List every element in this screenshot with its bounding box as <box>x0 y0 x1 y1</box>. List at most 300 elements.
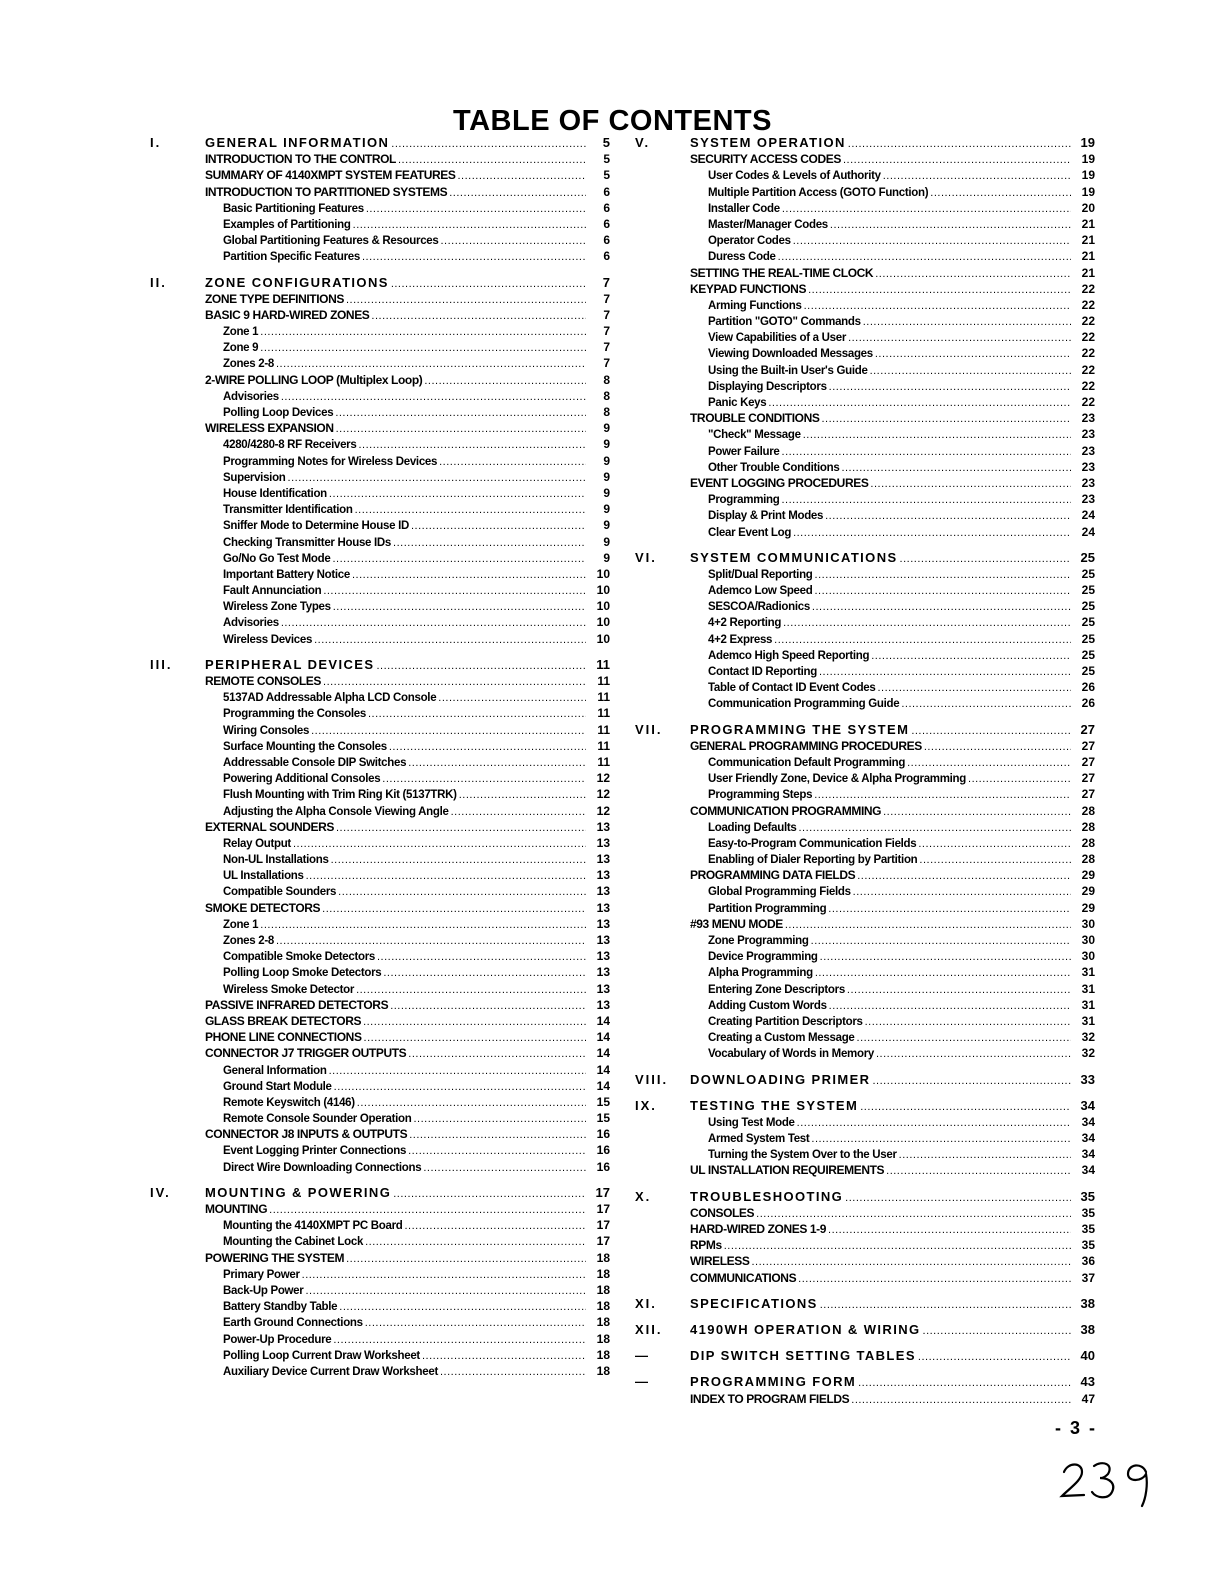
dot-leader <box>260 324 586 340</box>
entry-page-number: 14 <box>596 1030 610 1045</box>
toc-subentry <box>635 1045 1095 1061</box>
entry-title: COMMUNICATION PROGRAMMING <box>690 803 882 818</box>
entry-title: Remote Console Sounder Operation <box>223 1113 412 1126</box>
entry-title: SESCOA/Radionics <box>708 601 810 614</box>
dot-leader <box>269 1202 586 1218</box>
entry-title: Polling Loop Devices <box>223 407 334 419</box>
dot-leader <box>335 405 586 421</box>
dot-leader <box>405 1218 587 1234</box>
entry-title: Primary Power <box>223 1268 300 1281</box>
entry-page-number: 25 <box>1081 615 1095 630</box>
entry-page-number: 28 <box>1081 835 1095 850</box>
dot-leader <box>804 298 1071 314</box>
entry-title: Examples of Partitioning <box>223 218 351 231</box>
section-numeral: VII. <box>635 721 663 737</box>
toc-entry <box>635 1253 1095 1269</box>
toc-section <box>150 135 610 265</box>
entry-page-number: 29 <box>1081 900 1095 915</box>
toc-entry <box>635 1205 1095 1221</box>
dot-leader <box>724 1238 1071 1254</box>
entry-title: Multiple Partition Access (GOTO Function) <box>708 186 929 199</box>
toc-subentry <box>150 598 610 614</box>
entry-title: WIRELESS <box>690 1254 750 1269</box>
entry-page-number: 40 <box>1080 1348 1095 1364</box>
entry-title: Communication Programming Guide <box>708 698 900 711</box>
dot-leader <box>331 852 586 868</box>
toc-section-heading <box>635 1296 1095 1312</box>
dot-leader <box>311 723 586 739</box>
entry-title: Wireless Zone Types <box>223 601 331 614</box>
toc-subentry <box>150 1078 610 1094</box>
entry-page-number: 13 <box>596 981 610 996</box>
entry-page-number: 17 <box>596 1234 610 1249</box>
toc-entry <box>635 1221 1095 1237</box>
dot-leader <box>293 836 586 852</box>
dot-leader <box>368 706 586 722</box>
entry-title: Zones 2-8 <box>223 935 274 947</box>
entry-title: Battery Standby Table <box>223 1301 338 1314</box>
toc-subentry <box>635 1013 1095 1029</box>
entry-title: Loading Defaults <box>708 821 797 834</box>
toc-subentry <box>150 200 610 216</box>
entry-title: WIRELESS EXPANSION <box>205 421 334 436</box>
entry-page-number: 11 <box>597 738 610 753</box>
entry-page-number: 25 <box>1081 566 1095 581</box>
section-numeral: — <box>635 1374 650 1390</box>
dot-leader <box>365 1234 586 1250</box>
entry-page-number: 27 <box>1081 754 1095 769</box>
toc-subentry <box>635 964 1095 980</box>
dot-leader <box>276 933 586 949</box>
toc-subentry <box>635 362 1095 378</box>
entry-title: Clear Event Log <box>708 526 792 539</box>
toc-subentry <box>635 786 1095 802</box>
toc-subentry <box>150 948 610 964</box>
entry-page-number: 9 <box>603 421 610 436</box>
toc-entry <box>150 151 610 167</box>
entry-title: MOUNTING & POWERING <box>205 1184 392 1200</box>
dot-leader <box>793 233 1071 249</box>
entry-page-number: 22 <box>1081 314 1095 329</box>
entry-page-number: 25 <box>1081 664 1095 678</box>
entry-title: Advisories <box>223 617 279 630</box>
entry-title: CONSOLES <box>690 1205 755 1220</box>
dot-leader <box>306 868 586 884</box>
entry-title: Wireless Devices <box>223 633 313 646</box>
dot-leader <box>358 437 586 453</box>
entry-title: Remote Keyswitch (4146) <box>223 1096 355 1109</box>
entry-title: Compatible Smoke Detectors <box>223 951 375 964</box>
entry-title: Basic Partitioning Features <box>223 202 364 215</box>
entry-page-number: 34 <box>1081 1131 1095 1146</box>
toc-subentry <box>150 1217 610 1233</box>
toc-section-heading <box>635 1374 1095 1390</box>
entry-title: Arming Functions <box>708 299 802 312</box>
entry-title: Mounting the 4140XMPT PC Board <box>223 1220 403 1233</box>
entry-page-number: 9 <box>603 518 610 533</box>
entry-title: Contact ID Reporting <box>708 666 817 678</box>
entry-page-number: 27 <box>1080 721 1095 737</box>
dot-leader <box>391 136 586 152</box>
entry-page-number: 21 <box>1081 216 1095 231</box>
entry-title: Checking Transmitter House IDs <box>223 536 392 549</box>
entry-page-number: 35 <box>1081 1222 1095 1236</box>
entry-page-number: 34 <box>1080 1097 1095 1113</box>
entry-page-number: 34 <box>1081 1147 1095 1162</box>
toc-subentry <box>150 916 610 932</box>
dot-leader <box>424 373 586 389</box>
toc-entry <box>635 738 1095 754</box>
toc-subentry <box>150 722 610 738</box>
dot-leader <box>872 1073 1071 1089</box>
entry-title: Vocabulary of Words in Memory <box>708 1048 874 1061</box>
entry-page-number: 26 <box>1081 696 1095 711</box>
entry-page-number: 22 <box>1081 395 1095 409</box>
entry-page-number: 24 <box>1081 524 1095 539</box>
entry-page-number: 18 <box>596 1363 610 1378</box>
dot-leader <box>858 1375 1071 1391</box>
entry-page-number: 13 <box>596 949 610 964</box>
entry-page-number: 18 <box>596 1299 610 1314</box>
entry-title: Power-Up Procedure <box>223 1333 332 1346</box>
dot-leader <box>875 266 1071 282</box>
toc-subentry <box>150 803 610 819</box>
dot-leader <box>346 292 586 308</box>
entry-page-number: 15 <box>596 1111 610 1126</box>
dot-leader <box>363 1014 586 1030</box>
toc-entry <box>150 184 610 200</box>
entry-title: UL INSTALLATION REQUIREMENTS <box>690 1163 885 1178</box>
dot-leader <box>451 804 586 820</box>
dot-leader <box>281 389 586 405</box>
entry-page-number: 11 <box>597 754 610 769</box>
dot-leader <box>803 427 1071 443</box>
section-numeral: XI. <box>635 1295 657 1311</box>
toc-entry <box>150 307 610 323</box>
toc-subentry <box>635 1029 1095 1045</box>
entry-page-number: 23 <box>1081 411 1095 426</box>
entry-page-number: 22 <box>1081 330 1095 345</box>
toc-subentry <box>635 329 1095 345</box>
entry-page-number: 23 <box>1081 459 1095 474</box>
toc-subentry <box>635 819 1095 835</box>
dot-leader <box>853 884 1071 900</box>
entry-title: Programming <box>708 494 780 507</box>
entry-page-number: 34 <box>1081 1114 1095 1129</box>
entry-title: PROGRAMMING FORM <box>690 1374 857 1390</box>
entry-title: Ground Start Module <box>223 1080 332 1093</box>
entry-title: TROUBLE CONDITIONS <box>690 411 820 426</box>
entry-page-number: 18 <box>596 1347 610 1362</box>
toc-subentry <box>150 1282 610 1298</box>
dot-leader <box>918 1349 1071 1365</box>
toc-subentry <box>150 754 610 770</box>
entry-title: Ademco High Speed Reporting <box>708 649 870 662</box>
toc-section <box>635 722 1095 1062</box>
entry-page-number: 8 <box>603 388 610 403</box>
entry-title: REMOTE CONSOLES <box>205 674 322 688</box>
entry-title: SUMMARY OF 4140XMPT SYSTEM FEATURES <box>205 168 456 183</box>
entry-title: MOUNTING <box>205 1202 268 1216</box>
entry-title: Armed System Test <box>708 1133 810 1146</box>
entry-title: Zone 9 <box>223 342 259 355</box>
entry-page-number: 9 <box>603 550 610 565</box>
page-title: TABLE OF CONTENTS <box>453 105 772 137</box>
entry-page-number: 17 <box>596 1218 610 1233</box>
toc-entry <box>150 420 610 436</box>
entry-title: Important Battery Notice <box>223 568 350 581</box>
entry-page-number: 16 <box>596 1159 610 1174</box>
entry-page-number: 22 <box>1081 281 1095 296</box>
dot-leader <box>382 771 586 787</box>
entry-title: DIP SWITCH SETTING TABLES <box>690 1348 916 1364</box>
toc-section-heading <box>635 1189 1095 1205</box>
toc-subentry <box>150 1314 610 1330</box>
toc-subentry <box>150 453 610 469</box>
toc-subentry <box>150 964 610 980</box>
toc-subentry <box>150 932 610 948</box>
dot-leader <box>877 680 1071 696</box>
dot-leader <box>828 901 1071 917</box>
dot-leader <box>329 486 586 502</box>
entry-page-number: 28 <box>1081 819 1095 834</box>
entry-page-number: 7 <box>603 324 610 339</box>
toc-subentry <box>635 491 1095 507</box>
entry-page-number: 10 <box>596 631 610 646</box>
toc-subentry <box>150 339 610 355</box>
dot-leader <box>355 502 586 518</box>
toc-entry <box>635 151 1095 167</box>
toc-subentry <box>150 1142 610 1158</box>
dot-leader <box>923 1323 1071 1339</box>
entry-page-number: 9 <box>603 453 610 468</box>
toc-entry <box>150 1250 610 1266</box>
entry-title: Zone Programming <box>708 935 809 947</box>
entry-title: Fault Annunciation <box>223 585 322 598</box>
dot-leader <box>783 615 1071 631</box>
entry-page-number: 12 <box>596 803 610 818</box>
dot-leader <box>260 917 586 933</box>
dot-leader <box>441 233 587 249</box>
entry-page-number: 32 <box>1081 1030 1095 1045</box>
dot-leader <box>390 998 586 1014</box>
entry-title: ZONE CONFIGURATIONS <box>205 274 389 290</box>
entry-title: PROGRAMMING DATA FIELDS <box>690 868 856 883</box>
dot-leader <box>857 1030 1071 1046</box>
toc-section-heading <box>635 1322 1095 1338</box>
dot-leader <box>876 1046 1071 1062</box>
entry-title: Addressable Console DIP Switches <box>223 756 407 769</box>
dot-leader <box>871 648 1071 664</box>
entry-page-number: 10 <box>596 566 610 581</box>
toc-entry <box>635 410 1095 426</box>
entry-page-number: 34 <box>1081 1163 1095 1178</box>
entry-title: Event Logging Printer Connections <box>223 1145 407 1158</box>
entry-title: Programming Steps <box>708 789 813 802</box>
toc-subentry <box>150 786 610 802</box>
dot-leader <box>848 330 1071 346</box>
entry-title: BASIC 9 HARD-WIRED ZONES <box>205 307 370 322</box>
section-numeral: VI. <box>635 549 657 565</box>
dot-leader <box>411 518 586 534</box>
dot-leader <box>918 836 1071 852</box>
toc-subentry <box>635 851 1095 867</box>
toc-subentry <box>150 770 610 786</box>
toc-entry <box>150 1201 610 1217</box>
toc-subentry <box>150 248 610 264</box>
entry-title: Easy-to-Program Communication Fields <box>708 837 917 850</box>
entry-page-number: 13 <box>596 852 610 867</box>
entry-title: Installer Code <box>708 202 780 215</box>
entry-page-number: 27 <box>1081 771 1095 786</box>
toc-entry <box>635 1237 1095 1253</box>
toc-subentry <box>150 550 610 566</box>
entry-page-number: 18 <box>596 1315 610 1330</box>
entry-title: ZONE TYPE DEFINITIONS <box>205 291 344 306</box>
dot-leader <box>408 755 586 771</box>
dot-leader <box>899 1147 1071 1163</box>
entry-title: EVENT LOGGING PROCEDURES <box>690 475 869 490</box>
dot-leader <box>393 535 586 551</box>
entry-page-number: 5 <box>602 135 610 150</box>
entry-title: Viewing Downloaded Messages <box>708 348 873 361</box>
toc-entry <box>635 265 1095 281</box>
dot-leader <box>398 152 586 168</box>
dot-leader <box>808 282 1071 298</box>
entry-title: Device Programming <box>708 951 818 964</box>
entry-title: Alpha Programming <box>708 967 813 980</box>
toc-subentry <box>150 851 610 867</box>
dot-leader <box>339 1299 586 1315</box>
entry-page-number: 7 <box>603 356 610 371</box>
toc-section-heading <box>635 135 1095 151</box>
dot-leader <box>288 470 586 486</box>
toc-subentry <box>635 426 1095 442</box>
toc-subentry <box>150 355 610 371</box>
toc-section-heading <box>635 1072 1095 1088</box>
entry-title: RPMs <box>690 1238 722 1253</box>
entry-page-number: 29 <box>1081 868 1095 883</box>
toc-entry <box>150 1013 610 1029</box>
dot-leader <box>338 884 586 900</box>
entry-title: Adjusting the Alpha Console Viewing Angle <box>223 805 449 818</box>
entry-page-number: 21 <box>1081 233 1095 248</box>
toc-subentry <box>150 388 610 404</box>
entry-page-number: 22 <box>1081 346 1095 361</box>
entry-title: Zone 1 <box>223 918 259 931</box>
toc-subentry <box>150 232 610 248</box>
toc-section <box>635 550 1095 712</box>
section-numeral: IX. <box>635 1097 657 1113</box>
dot-leader <box>276 356 586 372</box>
dot-leader <box>819 664 1071 680</box>
entry-title: Zones 2-8 <box>223 358 274 371</box>
entry-title: Supervision <box>223 471 286 484</box>
dot-leader <box>440 1364 586 1380</box>
dot-leader <box>811 933 1071 949</box>
entry-title: KEYPAD FUNCTIONS <box>690 281 807 296</box>
entry-title: Adding Custom Words <box>708 999 827 1012</box>
dot-leader <box>332 551 586 567</box>
entry-page-number: 27 <box>1081 738 1095 753</box>
dot-leader <box>841 460 1071 476</box>
toc-entry <box>635 803 1095 819</box>
entry-page-number: 10 <box>596 583 610 598</box>
dot-leader <box>820 949 1071 965</box>
toc-left-column <box>150 135 610 1379</box>
dot-leader <box>924 739 1071 755</box>
entry-page-number: 33 <box>1080 1071 1095 1087</box>
entry-page-number: 10 <box>596 615 610 630</box>
dot-leader <box>843 152 1071 168</box>
entry-title: SETTING THE REAL-TIME CLOCK <box>690 265 874 280</box>
entry-title: Advisories <box>223 390 279 403</box>
toc-section <box>635 1322 1095 1338</box>
entry-title: Enabling of Dialer Reporting by Partition <box>708 854 918 867</box>
dot-leader <box>366 201 586 217</box>
entry-title: 4280/4280-8 RF Receivers <box>223 439 357 452</box>
entry-page-number: 18 <box>596 1250 610 1265</box>
toc-subentry <box>150 981 610 997</box>
entry-title: Non-UL Installations <box>223 854 329 867</box>
toc-subentry <box>635 997 1095 1013</box>
toc-entry <box>635 1391 1095 1407</box>
toc-section <box>635 1348 1095 1364</box>
entry-page-number: 13 <box>596 868 610 883</box>
dot-leader <box>815 965 1071 981</box>
entry-title: General Information <box>223 1064 327 1077</box>
dot-leader <box>768 395 1071 411</box>
toc-subentry <box>635 524 1095 540</box>
toc-subentry <box>150 501 610 517</box>
entry-title: Power Failure <box>708 445 780 458</box>
toc-section <box>635 1098 1095 1179</box>
dot-leader <box>812 599 1071 615</box>
entry-page-number: 13 <box>596 819 610 834</box>
toc-section-heading <box>150 275 610 291</box>
toc-section-heading <box>150 1185 610 1201</box>
toc-subentry <box>635 770 1095 786</box>
entry-page-number: 28 <box>1081 803 1095 818</box>
toc-subentry <box>635 459 1095 475</box>
dot-leader <box>830 217 1071 233</box>
dot-leader <box>883 168 1071 184</box>
dot-leader <box>302 1267 586 1283</box>
entry-page-number: 11 <box>597 690 610 705</box>
toc-section <box>635 1296 1095 1312</box>
toc-subentry <box>635 313 1095 329</box>
dot-leader <box>356 982 586 998</box>
entry-title: Go/No Go Test Mode <box>223 552 331 565</box>
entry-page-number: 20 <box>1081 200 1095 215</box>
dot-leader <box>875 346 1071 362</box>
entry-page-number: 30 <box>1081 949 1095 964</box>
entry-page-number: 31 <box>1081 1013 1095 1028</box>
dot-leader <box>968 771 1071 787</box>
dot-leader <box>409 1127 586 1143</box>
toc-subentry <box>150 1159 610 1175</box>
dot-leader <box>781 492 1071 508</box>
dot-leader <box>870 476 1071 492</box>
toc-subentry <box>635 167 1095 183</box>
dot-leader <box>333 599 586 615</box>
toc-subentry <box>150 705 610 721</box>
entry-title: Wireless Smoke Detector <box>223 983 355 996</box>
entry-title: PHONE LINE CONNECTIONS <box>205 1030 362 1045</box>
section-numeral: X. <box>635 1188 652 1204</box>
toc-entry <box>150 1126 610 1142</box>
toc-subentry <box>635 647 1095 663</box>
